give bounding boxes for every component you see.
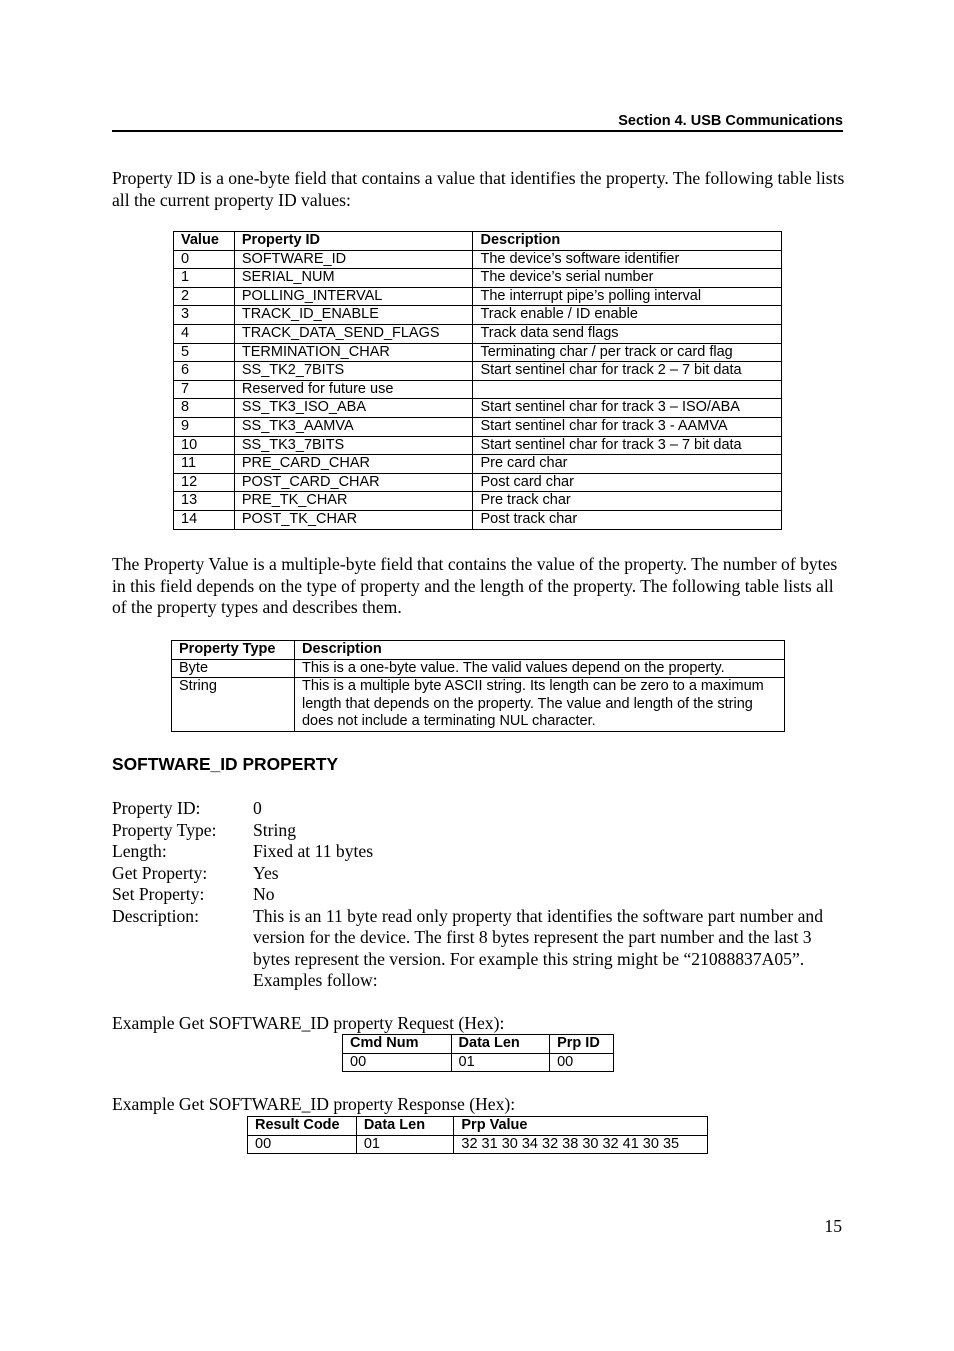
cell-description: Start sentinel char for track 3 – 7 bit data [473,436,782,455]
column-header-property-type: Property Type [172,641,295,660]
cell-description: Pre track char [473,492,782,511]
table-row [174,417,782,436]
cell-property-id: TRACK_DATA_SEND_FLAGS [234,324,473,343]
table-row [174,324,782,343]
cell-description: Start sentinel char for track 3 - AAMVA [473,417,782,436]
property-label: Property Type: [112,819,217,840]
table-row [174,492,782,511]
cell-value: 3 [174,306,235,325]
request-example-caption: Example Get SOFTWARE_ID property Request (Hex): [112,1013,505,1033]
column-header-description: Description [294,641,784,660]
cell-description: The device’s serial number [473,269,782,288]
property-value: 0 [253,798,262,818]
cell-property-id: TERMINATION_CHAR [234,343,473,362]
cell-value: 0 [174,250,235,269]
table-row [172,659,785,678]
cell-property-id: SS_TK3_7BITS [234,436,473,455]
property-label: Length: [112,841,167,861]
response-example-table [247,1116,708,1154]
column-header-prp-id: Prp ID [550,1035,614,1054]
cell-property-id: PRE_TK_CHAR [234,492,473,511]
cell-property-id: SS_TK3_ISO_ABA [234,399,473,418]
cell-value: 7 [174,380,235,399]
cell-property-id: SS_TK2_7BITS [234,362,473,381]
response-example-caption: Example Get SOFTWARE_ID property Response (Hex): [112,1094,516,1114]
cell-description: The device’s software identifier [473,250,782,269]
cell-property-id: SS_TK3_AAMVA [234,417,473,436]
property-label: Get Property: [112,862,208,883]
section-heading: SOFTWARE_ID PROPERTY [112,754,339,774]
column-header-property-id: Property ID [234,232,473,251]
column-header-result-code: Result Code [248,1117,357,1136]
table-row [174,473,782,492]
property-row [112,863,847,885]
property-label: Set Property: [112,884,205,904]
intro-paragraph: Property ID is a one-byte field that contains a value that identifies the property. The following table lists all the current property ID values: [112,168,845,210]
table-row [343,1053,614,1072]
cell-value: 8 [174,399,235,418]
table-row [174,343,782,362]
property-value-paragraph: The Property Value is a multiple-byte field that contains the value of the property. The number of bytes in this field depends on the type of property and the length of the property. The following table lists all of the property types and describes them. [112,554,838,617]
cell-value: 1 [174,269,235,288]
cell-property-id: Reserved for future use [234,380,473,399]
property-row [112,820,847,842]
table-header-row [248,1117,708,1136]
cell-property-id: SERIAL_NUM [234,269,473,288]
table-row [174,510,782,529]
column-header-data-len: Data Len [356,1117,454,1136]
property-label: Description: [112,905,199,926]
cell-description: Post card char [473,473,782,492]
table-row [174,362,782,381]
cell-description: Post track char [473,510,782,529]
table-header-row [343,1035,614,1054]
cell-value: 13 [174,492,235,511]
table-header-row [174,232,782,251]
property-label: Property ID: [112,798,201,818]
property-value: No [253,884,275,904]
cell-description: Pre card char [473,455,782,474]
cell-description: Terminating char / per track or card flag [473,343,782,362]
table-row [174,455,782,474]
table-row [172,678,785,732]
cell-property-id: SOFTWARE_ID [234,250,473,269]
property-value: This is an 11 byte read only property that identifies the software part number and version for the device. The first 8 bytes represent the part number and the last 3 bytes represent the version. For example this string might be “21088837A05”. Examples follow: [253,905,824,990]
table-row [174,380,782,399]
cell-data-len: 01 [356,1135,454,1154]
cell-description: Track data send flags [473,324,782,343]
property-value: Fixed at 11 bytes [253,841,374,861]
column-header-prp-value: Prp Value [454,1117,708,1136]
property-definition-list [112,798,847,992]
cell-description: The interrupt pipe’s polling interval [473,287,782,306]
table-row [248,1135,708,1154]
cell-value: 9 [174,417,235,436]
cell-property-type: Byte [172,659,295,678]
cell-result-code: 00 [248,1135,357,1154]
cell-value: 10 [174,436,235,455]
cell-data-len: 01 [451,1053,550,1072]
column-header-value: Value [174,232,235,251]
cell-description: Start sentinel char for track 2 – 7 bit data [473,362,782,381]
cell-value: 11 [174,455,235,474]
column-header-cmd-num: Cmd Num [343,1035,452,1054]
table-row [174,269,782,288]
page-number: 15 [824,1216,842,1236]
cell-description: Track enable / ID enable [473,306,782,325]
table-row [174,399,782,418]
cell-description: Start sentinel char for track 3 – ISO/ABA [473,399,782,418]
table-row [174,287,782,306]
column-header-description: Description [473,232,782,251]
cell-prp-id: 00 [550,1053,614,1072]
property-value: String [253,819,297,840]
property-row [112,798,847,820]
property-id-table [173,231,782,530]
property-type-table [171,640,785,732]
column-header-data-len: Data Len [451,1035,550,1054]
property-row [112,841,847,863]
cell-property-id: POLLING_INTERVAL [234,287,473,306]
property-row [112,884,847,906]
page-header: Section 4. USB Communications [112,113,843,132]
property-row [112,906,847,992]
cell-prp-value: 32 31 30 34 32 38 30 32 41 30 35 [454,1135,708,1154]
cell-cmd-num: 00 [343,1053,452,1072]
cell-property-id: POST_CARD_CHAR [234,473,473,492]
cell-value: 6 [174,362,235,381]
cell-property-id: PRE_CARD_CHAR [234,455,473,474]
cell-property-id: POST_TK_CHAR [234,510,473,529]
table-row [174,436,782,455]
cell-value: 4 [174,324,235,343]
property-value: Yes [253,862,279,883]
cell-description: This is a one-byte value. The valid values depend on the property. [294,659,784,678]
cell-description: This is a multiple byte ASCII string. Its length can be zero to a maximum length that depends on the property. The value and length of the string does not include a terminating NUL character. [294,678,784,732]
request-example-table [342,1034,614,1072]
cell-value: 14 [174,510,235,529]
table-row [174,250,782,269]
table-row [174,306,782,325]
cell-property-id: TRACK_ID_ENABLE [234,306,473,325]
table-header-row [172,641,785,660]
cell-value: 5 [174,343,235,362]
cell-description [473,380,782,399]
cell-value: 12 [174,473,235,492]
cell-property-type: String [172,678,295,732]
cell-value: 2 [174,287,235,306]
